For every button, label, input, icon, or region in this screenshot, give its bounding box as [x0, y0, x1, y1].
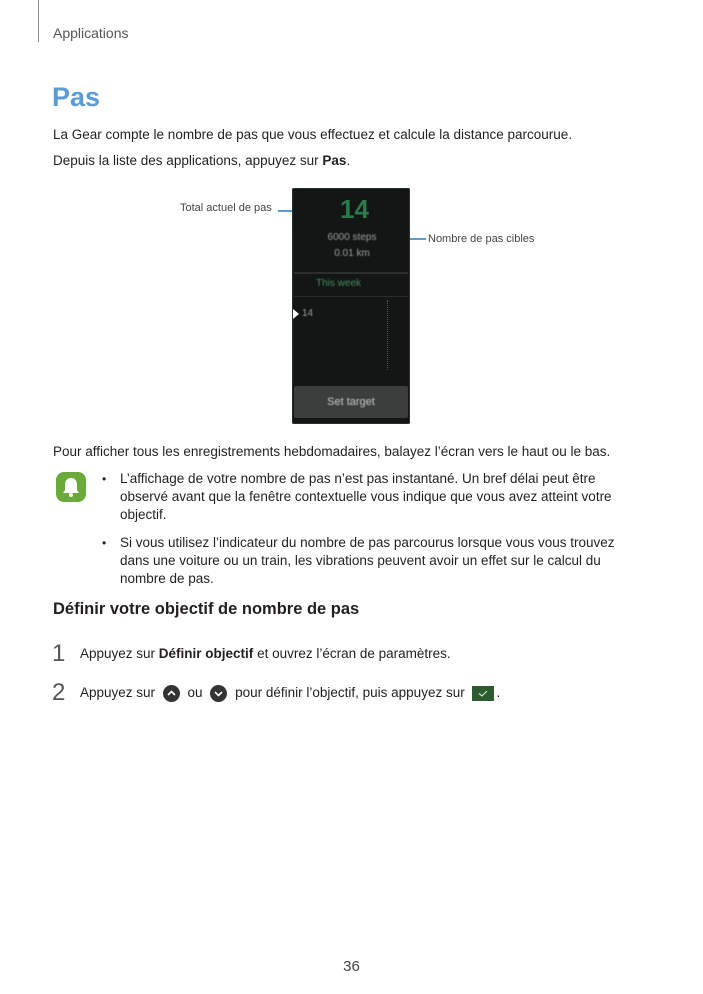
step-2-text: [80, 684, 500, 702]
bullet: •: [102, 472, 107, 486]
intro-line-2: [53, 152, 350, 170]
define-target-label: Définir objectif: [158, 646, 254, 661]
step-target: [312, 230, 392, 262]
step-number: 1: [52, 640, 66, 667]
step-number: 2: [52, 679, 66, 706]
bullet: •: [102, 536, 107, 550]
page-number: 36: [343, 958, 360, 975]
swipe-instruction: Pour afficher tous les enregistrements hebdomadaires, balayez l’écran vers le haut ou le bas.: [53, 444, 611, 459]
divider: [294, 296, 408, 297]
step-2-prefix: Appuyez sur: [80, 685, 159, 700]
intro-line-2-prefix: Depuis la liste des applications, appuyez sur: [53, 153, 323, 168]
distance-label: 0.01 km: [334, 248, 370, 259]
header-rule: [38, 0, 39, 42]
day-steps: 14: [302, 308, 314, 319]
week-label: This week: [316, 278, 362, 289]
note-text: L’affichage de votre nombre de pas n’est pas instantané. Un bref délai peut être observé avant que la fenêtre contextuelle vous indique que vous avez atteint votre objectif.: [120, 471, 612, 522]
step-2-end: .: [496, 685, 501, 700]
set-target-label: Set target: [327, 396, 375, 408]
callout-target-steps: Nombre de pas cibles: [428, 233, 535, 245]
callout-total-steps: Total actuel de pas: [180, 202, 272, 214]
note-text: Si vous utilisez l’indicateur du nombre de pas parcourus lorsque vous vous trouvez dans une voiture ou un train, les vibrations peuvent avoir un effet sur le calcul du nombre de pas.: [120, 535, 615, 586]
note-item: [100, 534, 645, 588]
chevron-down-icon: [210, 685, 227, 702]
step-1-suffix: et ouvrez l’écran de paramètres.: [253, 646, 451, 661]
intro-line-2-suffix: .: [346, 153, 351, 168]
section-heading: Définir votre objectif de nombre de pas: [53, 600, 360, 618]
step-1-text: [80, 645, 451, 663]
section-label: Applications: [53, 25, 129, 41]
watch-screen: [292, 188, 410, 424]
page-title: Pas: [52, 82, 101, 112]
note-item: [100, 470, 645, 524]
chevron-up-icon: [163, 685, 180, 702]
step-2-suffix: pour définir l’objectif, puis appuyez sur: [231, 685, 469, 700]
target-steps-label: 6000 steps: [327, 232, 377, 243]
selection-arrow-icon: [293, 309, 299, 319]
day-bar-line: [387, 300, 388, 370]
divider: [294, 272, 408, 274]
bell-icon: [56, 472, 86, 502]
set-target-button[interactable]: [294, 386, 408, 418]
intro-line-1: La Gear compte le nombre de pas que vous effectuez et calcule la distance parcourue.: [53, 127, 573, 142]
step-count: 14: [340, 194, 369, 224]
step-1-prefix: Appuyez sur: [80, 646, 159, 661]
step-2-or: ou: [183, 685, 207, 700]
pas-app-name: Pas: [322, 153, 347, 168]
check-icon: [472, 686, 494, 701]
note-list: [100, 470, 645, 598]
